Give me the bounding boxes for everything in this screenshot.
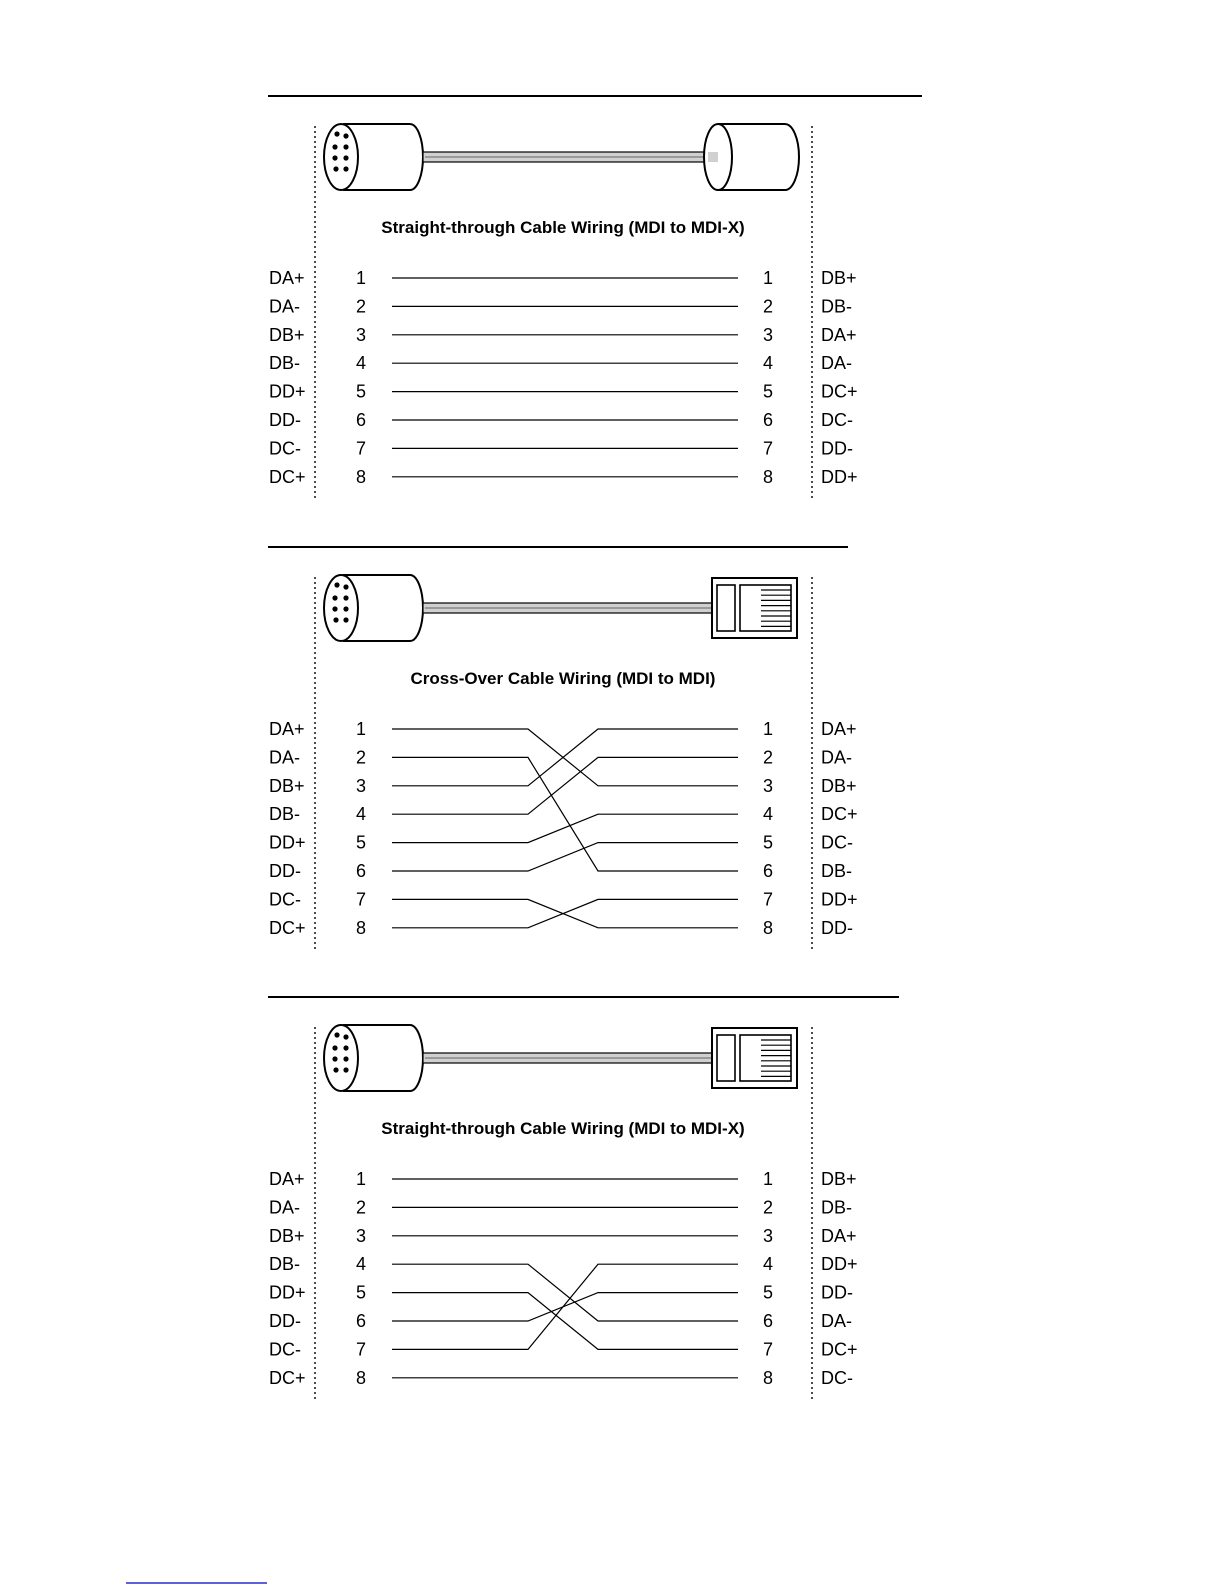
right-pin-number: 6	[763, 410, 774, 430]
left-pin-number: 1	[356, 1169, 367, 1189]
right-signal-label: DC+	[821, 804, 858, 825]
connector-face	[324, 575, 358, 641]
right-pin-number: 3	[763, 324, 774, 345]
left-pin-number: 7	[356, 889, 367, 910]
right-signal-label: DA+	[821, 1225, 857, 1246]
pin-hole	[332, 155, 337, 160]
pin-hole	[343, 155, 348, 160]
right-pin-number: 3	[763, 1225, 774, 1246]
cable-end	[708, 152, 718, 162]
pin-hole	[343, 617, 348, 622]
wiring-diagram-1	[268, 96, 922, 498]
left-pin-number: 5	[356, 832, 367, 853]
left-signal-label: DC-	[269, 1339, 301, 1360]
left-signal-label: DB-	[269, 353, 300, 374]
cable	[423, 603, 712, 613]
left-pin-number: 3	[356, 324, 367, 345]
left-signal-label: DC-	[269, 889, 301, 910]
right-pin-number: 5	[763, 1282, 774, 1303]
right-pin-number: 7	[763, 1339, 774, 1360]
pin-hole	[343, 1056, 348, 1061]
wire-pin-8	[392, 899, 738, 927]
left-pin-number: 4	[356, 353, 367, 374]
wiring-diagram-3	[268, 997, 899, 1399]
left-pin-number: 7	[356, 1339, 367, 1360]
right-pin-number: 2	[763, 747, 774, 768]
right-signal-label: DB-	[821, 1197, 852, 1218]
diagram-title: Straight-through Cable Wiring (MDI to MDI-X)	[381, 218, 745, 237]
right-pin-number: 4	[763, 804, 774, 825]
left-pin-number: 8	[356, 466, 367, 487]
wire-pin-6	[392, 1293, 738, 1321]
left-signal-label: DC+	[269, 466, 306, 487]
right-signal-label: DA+	[821, 719, 857, 739]
left-pin-number: 3	[356, 775, 367, 796]
right-pin-number: 5	[763, 832, 774, 853]
right-pin-number: 8	[763, 466, 774, 487]
left-signal-label: DD+	[269, 381, 306, 402]
pin-hole	[333, 166, 338, 171]
wire-pin-7	[392, 1264, 738, 1349]
right-pin-number: 4	[763, 1254, 774, 1275]
connector-face	[324, 124, 358, 190]
pin-hole	[332, 1045, 337, 1050]
right-signal-label: DD+	[821, 466, 858, 487]
left-pin-number: 6	[356, 410, 367, 430]
pin-hole	[343, 166, 348, 171]
pin-hole	[334, 1032, 339, 1037]
right-pin-number: 4	[763, 353, 774, 374]
left-round-connector	[324, 124, 423, 190]
rj45-contact-area	[740, 585, 791, 631]
pin-hole	[332, 606, 337, 611]
right-pin-number: 1	[763, 1169, 774, 1189]
right-signal-label: DC+	[821, 1339, 858, 1360]
left-signal-label: DB+	[269, 1225, 305, 1246]
left-pin-number: 5	[356, 1282, 367, 1303]
pin-hole	[343, 1034, 348, 1039]
right-rj45-connector	[712, 578, 797, 638]
right-pin-number: 6	[763, 861, 774, 881]
right-signal-label: DA+	[821, 324, 857, 345]
connector-face	[324, 1025, 358, 1091]
left-pin-number: 8	[356, 917, 367, 938]
left-pin-number: 2	[356, 296, 367, 317]
diagram-title: Cross-Over Cable Wiring (MDI to MDI)	[410, 669, 716, 688]
left-pin-number: 1	[356, 268, 367, 288]
left-pin-number: 6	[356, 861, 367, 881]
diagram-title: Straight-through Cable Wiring (MDI to MDI-X)	[381, 1119, 745, 1138]
pin-hole	[334, 582, 339, 587]
left-signal-label: DB+	[269, 775, 305, 796]
left-pin-number: 5	[356, 381, 367, 402]
right-pin-number: 8	[763, 1367, 774, 1388]
rj45-contact-area	[740, 1035, 791, 1081]
right-signal-label: DC-	[821, 1367, 853, 1388]
right-signal-label: DD-	[821, 438, 853, 459]
pin-hole	[333, 617, 338, 622]
right-signal-label: DA-	[821, 1311, 852, 1331]
right-signal-label: DC+	[821, 381, 858, 402]
left-signal-label: DC-	[269, 438, 301, 459]
right-pin-number: 1	[763, 719, 774, 739]
pin-hole	[343, 606, 348, 611]
left-signal-label: DC+	[269, 1367, 306, 1388]
pin-hole	[343, 1045, 348, 1050]
cable	[423, 1053, 712, 1063]
right-signal-label: DD-	[821, 917, 853, 938]
right-signal-label: DA-	[821, 747, 852, 768]
pin-hole	[343, 1067, 348, 1072]
left-round-connector	[324, 1025, 423, 1091]
left-signal-label: DD-	[269, 1311, 301, 1331]
pin-hole	[343, 595, 348, 600]
left-signal-label: DA-	[269, 1197, 300, 1218]
left-pin-number: 2	[356, 747, 367, 768]
wiring-diagram-2	[268, 547, 858, 949]
pin-hole	[332, 1056, 337, 1061]
pin-hole	[332, 595, 337, 600]
right-pin-number: 5	[763, 381, 774, 402]
left-signal-label: DA+	[269, 719, 305, 739]
cable	[423, 152, 714, 162]
right-signal-label: DA-	[821, 353, 852, 374]
right-signal-label: DC-	[821, 832, 853, 853]
right-signal-label: DB-	[821, 861, 852, 881]
right-pin-number: 7	[763, 889, 774, 910]
left-pin-number: 8	[356, 1367, 367, 1388]
right-pin-number: 2	[763, 1197, 774, 1218]
right-signal-label: DB-	[821, 296, 852, 317]
right-pin-number: 1	[763, 268, 774, 288]
pin-hole	[343, 133, 348, 138]
left-pin-number: 7	[356, 438, 367, 459]
right-signal-label: DD+	[821, 1254, 858, 1275]
rj45-latch	[717, 1035, 735, 1081]
left-pin-number: 2	[356, 1197, 367, 1218]
left-pin-number: 3	[356, 1225, 367, 1246]
left-pin-number: 4	[356, 804, 367, 825]
right-rj45-connector	[712, 1028, 797, 1088]
left-signal-label: DD+	[269, 832, 306, 853]
pin-hole	[334, 131, 339, 136]
left-pin-number: 1	[356, 719, 367, 739]
right-signal-label: DC-	[821, 410, 853, 430]
left-signal-label: DB+	[269, 324, 305, 345]
right-pin-number: 8	[763, 917, 774, 938]
right-signal-label: DB+	[821, 775, 857, 796]
rj45-latch	[717, 585, 735, 631]
left-signal-label: DA+	[269, 268, 305, 288]
wire-pin-6	[392, 843, 738, 871]
wire-pin-7	[392, 899, 738, 927]
pin-hole	[332, 144, 337, 149]
pin-hole	[333, 1067, 338, 1072]
right-signal-label: DB+	[821, 268, 857, 288]
left-signal-label: DA-	[269, 296, 300, 317]
left-round-connector	[324, 575, 423, 641]
left-signal-label: DC+	[269, 917, 306, 938]
left-signal-label: DA+	[269, 1169, 305, 1189]
pin-hole	[343, 584, 348, 589]
left-signal-label: DD-	[269, 410, 301, 430]
right-pin-number: 7	[763, 438, 774, 459]
left-pin-number: 6	[356, 1311, 367, 1331]
left-signal-label: DB-	[269, 1254, 300, 1275]
left-signal-label: DB-	[269, 804, 300, 825]
right-signal-label: DB+	[821, 1169, 857, 1189]
pin-hole	[343, 144, 348, 149]
left-pin-number: 4	[356, 1254, 367, 1275]
right-pin-number: 3	[763, 775, 774, 796]
right-pin-number: 2	[763, 296, 774, 317]
left-signal-label: DD+	[269, 1282, 306, 1303]
right-round-connector	[704, 124, 799, 190]
right-pin-number: 6	[763, 1311, 774, 1331]
left-signal-label: DD-	[269, 861, 301, 881]
right-signal-label: DD-	[821, 1282, 853, 1303]
left-signal-label: DA-	[269, 747, 300, 768]
right-signal-label: DD+	[821, 889, 858, 910]
